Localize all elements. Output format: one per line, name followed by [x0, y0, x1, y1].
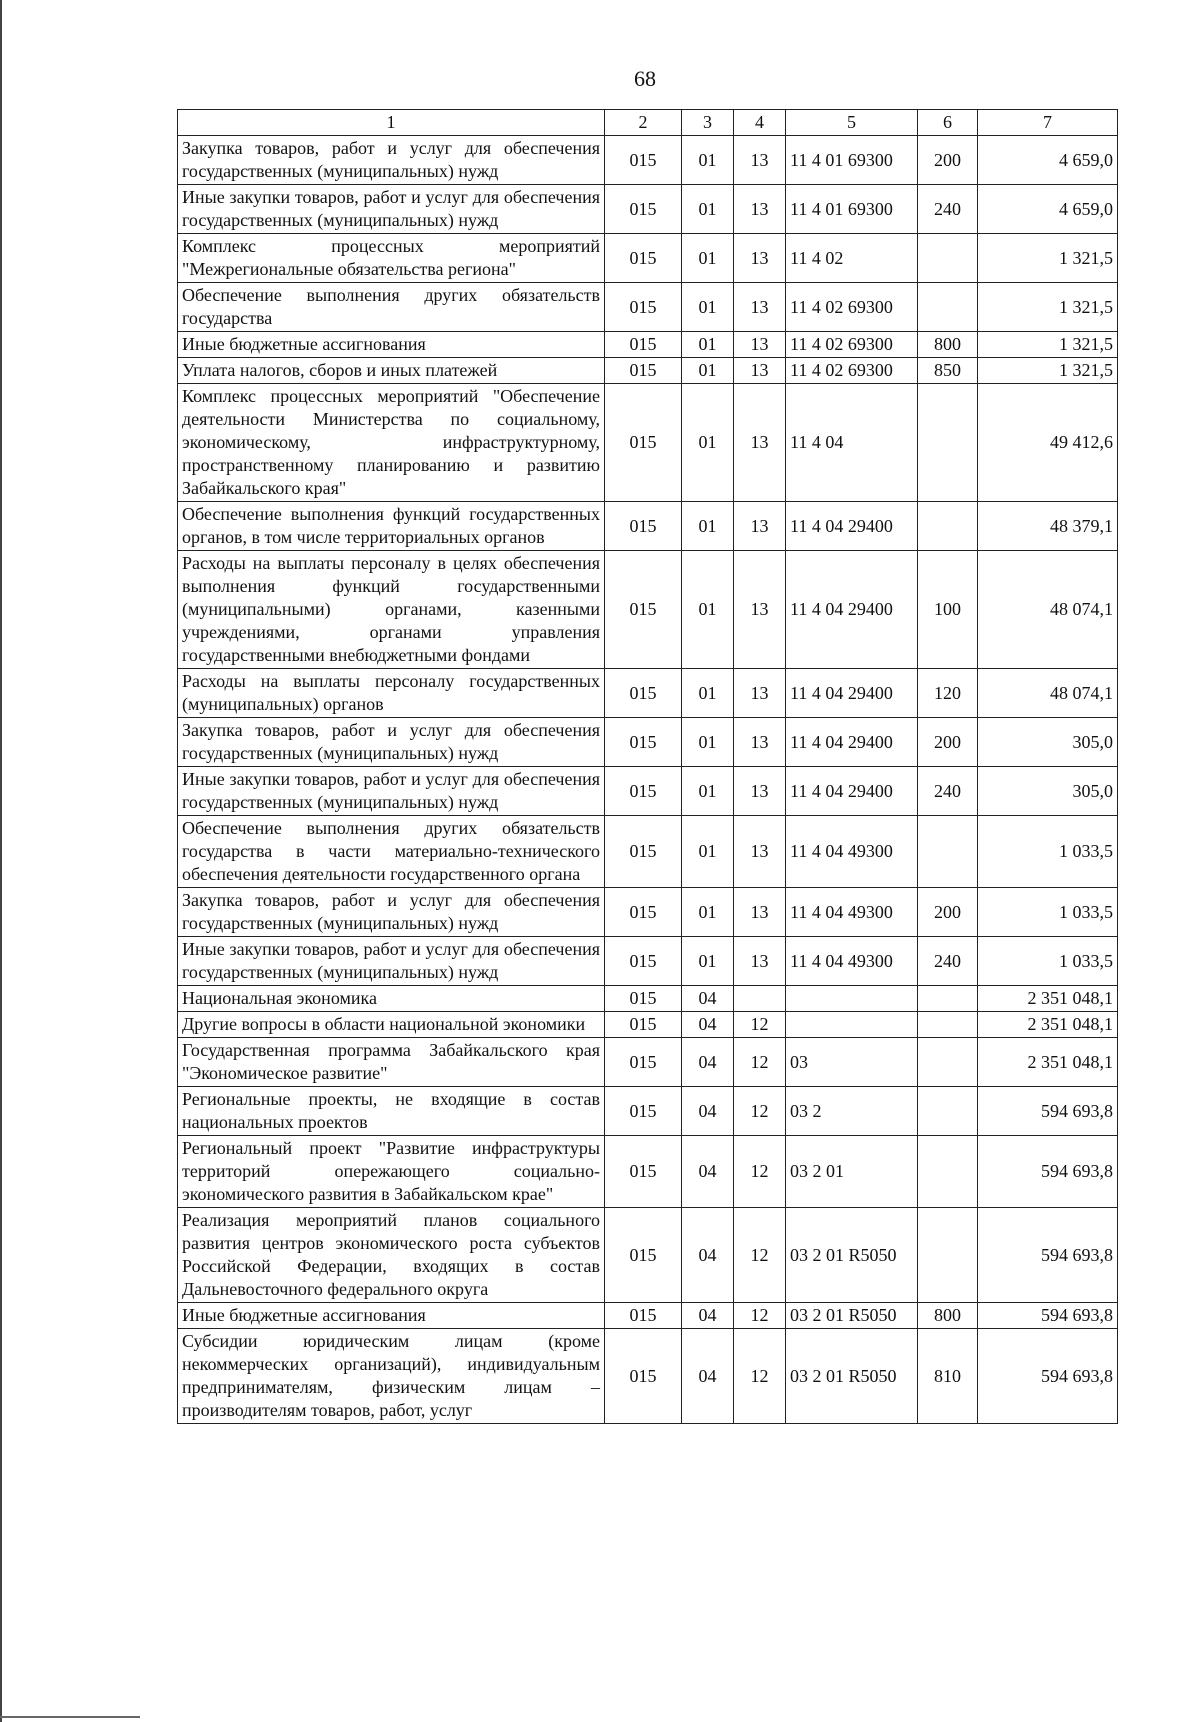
cell-description: Закупка товаров, работ и услуг для обеспечения государственных (муниципальных) нужд: [178, 136, 605, 185]
cell-col-4: 13: [734, 384, 786, 502]
cell-col-4: 12: [734, 1208, 786, 1303]
cell-col-6: 200: [918, 888, 978, 937]
cell-col-6: [918, 384, 978, 502]
cell-description: Иные закупки товаров, работ и услуг для обеспечения государственных (муниципальных) нужд: [178, 937, 605, 986]
cell-col-6: [918, 1038, 978, 1087]
cell-col-3: 01: [682, 816, 734, 888]
cell-col-4: 12: [734, 1136, 786, 1208]
cell-col-2: 015: [605, 234, 682, 283]
cell-col-7: 1 321,5: [978, 332, 1118, 358]
table-row: [178, 1303, 1118, 1329]
cell-description: Закупка товаров, работ и услуг для обеспечения государственных (муниципальных) нужд: [178, 888, 605, 937]
cell-col-4: 13: [734, 283, 786, 332]
cell-col-2: 015: [605, 551, 682, 669]
cell-col-3: 01: [682, 185, 734, 234]
cell-col-7: 594 693,8: [978, 1208, 1118, 1303]
cell-col-7: 49 412,6: [978, 384, 1118, 502]
table-row: [178, 185, 1118, 234]
cell-description: Иные закупки товаров, работ и услуг для обеспечения государственных (муниципальных) нужд: [178, 185, 605, 234]
cell-col-2: 015: [605, 502, 682, 551]
cell-col-2: 015: [605, 718, 682, 767]
cell-col-7: 594 693,8: [978, 1303, 1118, 1329]
table-body: [178, 110, 1118, 1424]
cell-col-5: 11 4 04 29400: [786, 551, 918, 669]
cell-col-6: [918, 283, 978, 332]
cell-description: Уплата налогов, сборов и иных платежей: [178, 358, 605, 384]
header-cell: 7: [978, 110, 1118, 136]
cell-col-2: 015: [605, 1208, 682, 1303]
cell-col-2: 015: [605, 1329, 682, 1424]
cell-col-3: 01: [682, 937, 734, 986]
cell-col-6: 800: [918, 332, 978, 358]
cell-col-2: 015: [605, 283, 682, 332]
cell-col-2: 015: [605, 1303, 682, 1329]
cell-col-4: 13: [734, 888, 786, 937]
cell-col-3: 04: [682, 1208, 734, 1303]
table-row: [178, 767, 1118, 816]
header-cell: 5: [786, 110, 918, 136]
cell-col-2: 015: [605, 136, 682, 185]
cell-col-7: 48 379,1: [978, 502, 1118, 551]
cell-col-5: 11 4 02: [786, 234, 918, 283]
cell-col-7: 2 351 048,1: [978, 986, 1118, 1012]
cell-col-4: 12: [734, 1329, 786, 1424]
table-row: [178, 718, 1118, 767]
cell-col-5: 03 2 01 R5050: [786, 1208, 918, 1303]
cell-col-2: 015: [605, 384, 682, 502]
header-cell: 3: [682, 110, 734, 136]
cell-col-4: 13: [734, 502, 786, 551]
header-cell: 4: [734, 110, 786, 136]
cell-col-7: 1 321,5: [978, 358, 1118, 384]
cell-col-5: 11 4 04 49300: [786, 937, 918, 986]
table-row: [178, 551, 1118, 669]
cell-col-2: 015: [605, 937, 682, 986]
table-row: [178, 283, 1118, 332]
cell-col-4: 13: [734, 767, 786, 816]
cell-col-5: 11 4 04: [786, 384, 918, 502]
cell-col-4: 12: [734, 1303, 786, 1329]
cell-col-3: 01: [682, 136, 734, 185]
page-number: 68: [634, 66, 656, 91]
cell-description: Иные бюджетные ассигнования: [178, 1303, 605, 1329]
cell-col-3: 01: [682, 234, 734, 283]
table-row: [178, 816, 1118, 888]
cell-col-4: 13: [734, 234, 786, 283]
table-row: [178, 1087, 1118, 1136]
cell-description: Обеспечение выполнения других обязательств государства: [178, 283, 605, 332]
cell-col-6: 120: [918, 669, 978, 718]
table-row: [178, 986, 1118, 1012]
budget-table: [177, 109, 1118, 1424]
cell-col-3: 01: [682, 718, 734, 767]
cell-col-6: 100: [918, 551, 978, 669]
cell-col-3: 04: [682, 1136, 734, 1208]
cell-description: Региональный проект "Развитие инфраструктуры территорий опережающего социально-экономического развития в Забайкальском крае": [178, 1136, 605, 1208]
cell-col-6: 200: [918, 718, 978, 767]
cell-description: Комплекс процессных мероприятий "Межрегиональные обязательства региона": [178, 234, 605, 283]
cell-col-5: 03 2 01 R5050: [786, 1329, 918, 1424]
cell-col-2: 015: [605, 332, 682, 358]
cell-col-5: 11 4 04 29400: [786, 669, 918, 718]
table-row: [178, 1208, 1118, 1303]
table-row: [178, 669, 1118, 718]
cell-col-2: 015: [605, 358, 682, 384]
cell-col-3: 01: [682, 502, 734, 551]
cell-col-5: 03 2: [786, 1087, 918, 1136]
cell-col-2: 015: [605, 185, 682, 234]
cell-col-4: 13: [734, 551, 786, 669]
cell-col-5: 11 4 04 49300: [786, 816, 918, 888]
cell-col-3: 01: [682, 767, 734, 816]
cell-col-7: 1 321,5: [978, 283, 1118, 332]
cell-col-6: 850: [918, 358, 978, 384]
cell-col-5: 11 4 04 49300: [786, 888, 918, 937]
cell-col-7: 594 693,8: [978, 1087, 1118, 1136]
cell-col-3: 01: [682, 888, 734, 937]
cell-col-4: [734, 986, 786, 1012]
cell-col-2: 015: [605, 669, 682, 718]
table-row: [178, 136, 1118, 185]
cell-col-7: 4 659,0: [978, 185, 1118, 234]
cell-description: Реализация мероприятий планов социального развития центров экономического роста субъектов Российской Федерации, входящих в состав Дальневосточного федерального округа: [178, 1208, 605, 1303]
cell-col-3: 04: [682, 1012, 734, 1038]
cell-col-7: 1 033,5: [978, 816, 1118, 888]
cell-col-6: 810: [918, 1329, 978, 1424]
cell-col-6: 800: [918, 1303, 978, 1329]
cell-col-5: 11 4 01 69300: [786, 185, 918, 234]
cell-description: Субсидии юридическим лицам (кроме некоммерческих организаций), индивидуальным предпринимателям, физическим лицам – производителям товаров, работ, услуг: [178, 1329, 605, 1424]
table-row: [178, 1136, 1118, 1208]
cell-col-7: 48 074,1: [978, 669, 1118, 718]
cell-col-4: 12: [734, 1087, 786, 1136]
cell-col-6: 200: [918, 136, 978, 185]
table-row: [178, 1012, 1118, 1038]
cell-col-3: 01: [682, 332, 734, 358]
table-row: [178, 888, 1118, 937]
cell-col-6: 240: [918, 185, 978, 234]
table-row: [178, 332, 1118, 358]
cell-col-7: 305,0: [978, 767, 1118, 816]
cell-col-5: 03 2 01: [786, 1136, 918, 1208]
cell-col-2: 015: [605, 767, 682, 816]
cell-col-3: 01: [682, 551, 734, 669]
cell-col-7: 305,0: [978, 718, 1118, 767]
cell-col-2: 015: [605, 816, 682, 888]
cell-description: Региональные проекты, не входящие в состав национальных проектов: [178, 1087, 605, 1136]
table-row: [178, 384, 1118, 502]
cell-col-2: 015: [605, 1038, 682, 1087]
cell-col-3: 04: [682, 1303, 734, 1329]
cell-col-4: 13: [734, 185, 786, 234]
cell-col-7: 594 693,8: [978, 1136, 1118, 1208]
cell-col-4: 12: [734, 1038, 786, 1087]
cell-col-7: 48 074,1: [978, 551, 1118, 669]
cell-col-3: 01: [682, 283, 734, 332]
cell-col-7: 1 033,5: [978, 888, 1118, 937]
cell-description: Иные закупки товаров, работ и услуг для обеспечения государственных (муниципальных) нужд: [178, 767, 605, 816]
cell-col-7: 4 659,0: [978, 136, 1118, 185]
cell-col-5: 11 4 02 69300: [786, 283, 918, 332]
cell-col-5: 11 4 02 69300: [786, 358, 918, 384]
cell-description: Иные бюджетные ассигнования: [178, 332, 605, 358]
cell-col-4: 13: [734, 669, 786, 718]
cell-description: Другие вопросы в области национальной экономики: [178, 1012, 605, 1038]
table-header-row: [178, 110, 1118, 136]
cell-description: Государственная программа Забайкальского края "Экономическое развитие": [178, 1038, 605, 1087]
cell-col-4: 13: [734, 937, 786, 986]
cell-col-6: 240: [918, 767, 978, 816]
cell-col-5: [786, 1012, 918, 1038]
cell-description: Расходы на выплаты персоналу государственных (муниципальных) органов: [178, 669, 605, 718]
cell-col-5: [786, 986, 918, 1012]
cell-col-2: 015: [605, 1136, 682, 1208]
cell-col-5: 03: [786, 1038, 918, 1087]
header-cell: 6: [918, 110, 978, 136]
cell-col-3: 04: [682, 1038, 734, 1087]
cell-description: Национальная экономика: [178, 986, 605, 1012]
cell-col-5: 11 4 01 69300: [786, 136, 918, 185]
cell-col-6: [918, 234, 978, 283]
cell-col-4: 12: [734, 1012, 786, 1038]
table-row: [178, 502, 1118, 551]
cell-col-4: 13: [734, 358, 786, 384]
cell-col-5: 11 4 04 29400: [786, 502, 918, 551]
cell-col-5: 11 4 04 29400: [786, 718, 918, 767]
table-row: [178, 234, 1118, 283]
cell-col-5: 11 4 02 69300: [786, 332, 918, 358]
cell-col-2: 015: [605, 986, 682, 1012]
cell-col-7: 594 693,8: [978, 1329, 1118, 1424]
cell-col-2: 015: [605, 1012, 682, 1038]
cell-col-2: 015: [605, 888, 682, 937]
cell-col-6: [918, 502, 978, 551]
cell-col-3: 04: [682, 986, 734, 1012]
cell-col-6: 240: [918, 937, 978, 986]
cell-col-7: 2 351 048,1: [978, 1012, 1118, 1038]
cell-col-4: 13: [734, 718, 786, 767]
header-cell: 1: [178, 110, 605, 136]
cell-col-6: [918, 986, 978, 1012]
cell-description: Расходы на выплаты персоналу в целях обеспечения выполнения функций государственными (муниципальными) органами, казенными учреждениями, органами управления государственными внебюджетными фондами: [178, 551, 605, 669]
cell-col-3: 01: [682, 669, 734, 718]
cell-description: Комплекс процессных мероприятий "Обеспечение деятельности Министерства по социальному, экономическому, инфраструктурному, пространственному планированию и развитию Забайкальского края": [178, 384, 605, 502]
cell-col-2: 015: [605, 1087, 682, 1136]
cell-col-7: 1 321,5: [978, 234, 1118, 283]
cell-col-6: [918, 1012, 978, 1038]
table-row: [178, 358, 1118, 384]
cell-col-3: 01: [682, 358, 734, 384]
cell-col-6: [918, 1087, 978, 1136]
cell-col-4: 13: [734, 332, 786, 358]
cell-col-4: 13: [734, 816, 786, 888]
cell-col-7: 2 351 048,1: [978, 1038, 1118, 1087]
cell-description: Обеспечение выполнения функций государственных органов, в том числе территориальных органов: [178, 502, 605, 551]
cell-col-5: 11 4 04 29400: [786, 767, 918, 816]
cell-col-6: [918, 1136, 978, 1208]
cell-col-4: 13: [734, 136, 786, 185]
cell-col-5: 03 2 01 R5050: [786, 1303, 918, 1329]
cell-description: Обеспечение выполнения других обязательств государства в части материально-технического обеспечения деятельности государственного органа: [178, 816, 605, 888]
cell-col-7: 1 033,5: [978, 937, 1118, 986]
cell-col-6: [918, 816, 978, 888]
cell-description: Закупка товаров, работ и услуг для обеспечения государственных (муниципальных) нужд: [178, 718, 605, 767]
table-row: [178, 1329, 1118, 1424]
cell-col-3: 04: [682, 1329, 734, 1424]
cell-col-3: 01: [682, 384, 734, 502]
cell-col-6: [918, 1208, 978, 1303]
header-cell: 2: [605, 110, 682, 136]
table-row: [178, 1038, 1118, 1087]
scan-bottom-line: [0, 1716, 140, 1718]
scan-edge-line: [0, 0, 2, 1722]
table-row: [178, 937, 1118, 986]
cell-col-3: 04: [682, 1087, 734, 1136]
